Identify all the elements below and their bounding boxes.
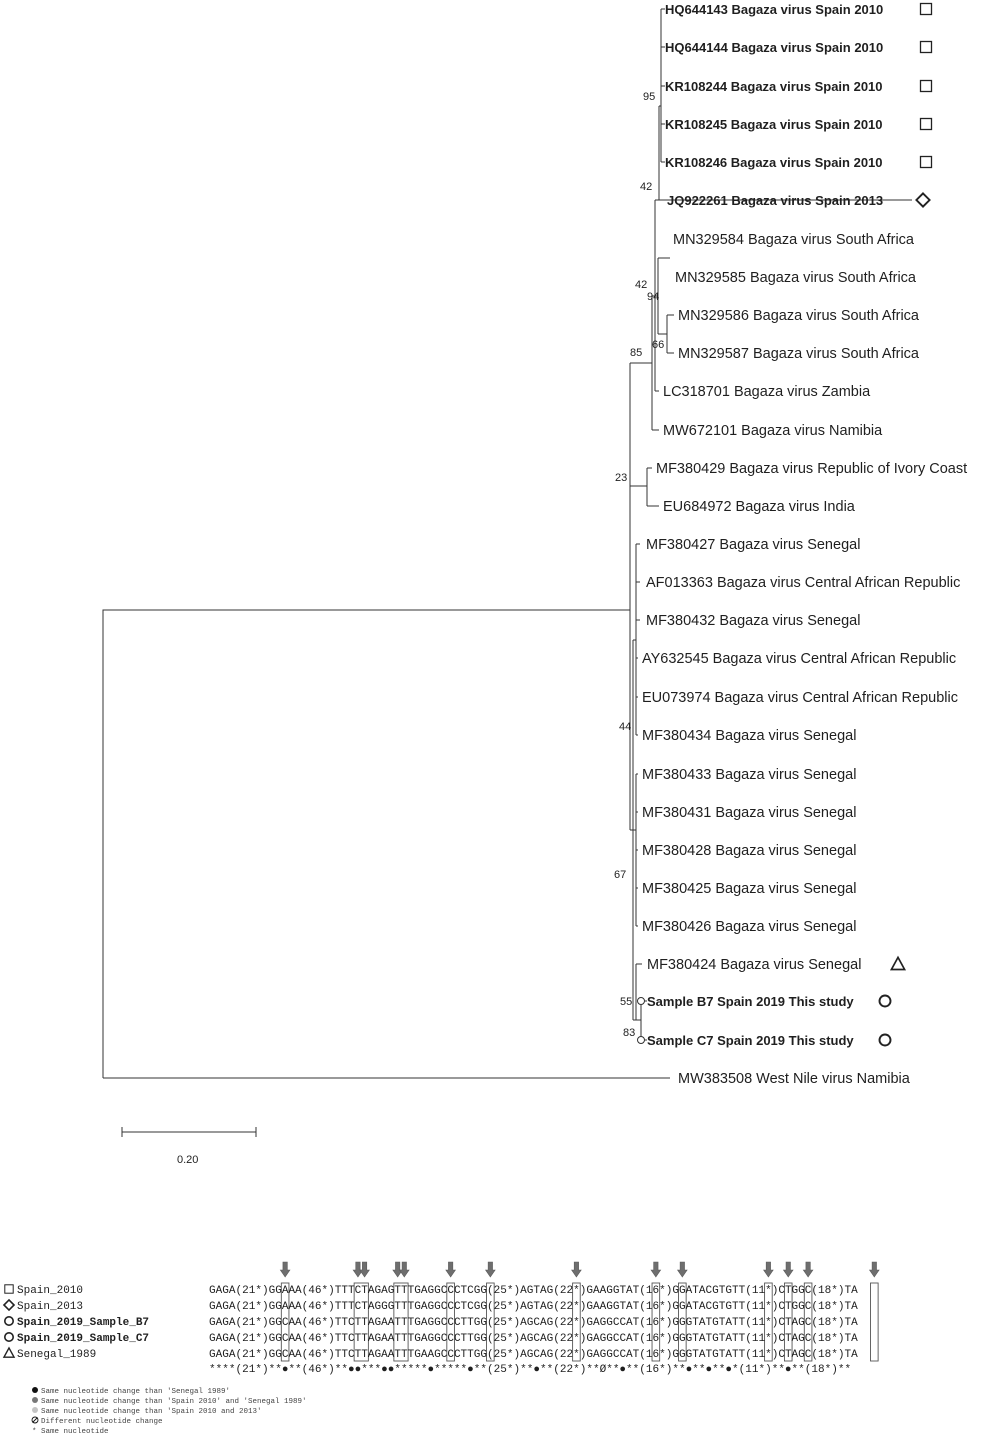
sequence-string: GAGA(21*)GGAAA(46*)TTTCTAGGGTTTGAGGCCCTCGG(25*)AGTAG(22*)GAAGGTAT(16*)GGATACGTGTT(11*)CTGGC(18*)TA xyxy=(209,1301,859,1313)
legend-entry: Same nucleotide change than 'Spain 2010' and 'Senegal 1989' xyxy=(41,1398,307,1406)
leaf-label: HQ644143 Bagaza virus Spain 2010 xyxy=(665,2,884,17)
down-arrow-icon xyxy=(399,1262,409,1277)
consensus-line: ****(21*)**●**(46*)**●●***●●*****●*****●**(25*)**●**(22*)**Ø**●**(16*)**●**●**●*(11*)**●**(18*)** xyxy=(209,1364,852,1376)
variable-site-arrows xyxy=(280,1262,879,1277)
circle-marker-icon xyxy=(880,1035,891,1046)
down-arrow-icon xyxy=(353,1262,363,1277)
down-arrow-icon xyxy=(764,1262,774,1277)
circle-marker-icon xyxy=(880,996,891,1007)
legend-dot-icon xyxy=(32,1407,38,1413)
bootstrap-value: 44 xyxy=(619,721,632,733)
down-arrow-icon xyxy=(280,1262,290,1277)
leaf-label: MF380432 Bagaza virus Senegal xyxy=(646,613,861,629)
diamond-marker-icon xyxy=(4,1300,14,1310)
sequence-string: GAGA(21*)GGAAA(46*)TTTCTAGAGTTTGAGGCCCTCGG(25*)AGTAG(22*)GAAGGTAT(16*)GGATACGTGTT(11*)CTGGC(18*)TA xyxy=(209,1285,859,1297)
diamond-marker-icon xyxy=(916,193,929,206)
leaf-label: Sample B7 Spain 2019 This study xyxy=(647,994,854,1009)
sequence-string: GAGA(21*)GGCAA(46*)TTCTTAGAATTTGAAGCCCTTGG(25*)AGCAG(22*)GAGGCCAT(16*)GGGTATGTATT(11*)CTAGC(18*)TA xyxy=(209,1349,859,1361)
sequence-name: Spain_2013 xyxy=(17,1301,84,1313)
variable-site-box xyxy=(871,1283,879,1361)
down-arrow-icon xyxy=(803,1262,813,1277)
down-arrow-icon xyxy=(572,1262,582,1277)
leaf-label: MF380427 Bagaza virus Senegal xyxy=(646,537,861,553)
leaf-label: MF380425 Bagaza virus Senegal xyxy=(642,881,857,897)
sequence-string: GAGA(21*)GGCAA(46*)TTCTTAGAATTTGAGGCCCTTGG(25*)AGCAG(22*)GAGGCCAT(16*)GGGTATGTATT(11*)CTAGC(18*)TA xyxy=(209,1333,859,1345)
leaf-label: LC318701 Bagaza virus Zambia xyxy=(663,384,871,400)
leaf-label: JQ922261 Bagaza virus Spain 2013 xyxy=(667,193,884,208)
square-marker-icon xyxy=(5,1285,13,1293)
legend-dot-icon xyxy=(32,1387,38,1393)
bootstrap-value: 95 xyxy=(643,91,656,103)
leaf-labels xyxy=(642,2,967,1087)
legend-entry: Same nucleotide xyxy=(41,1428,109,1436)
triangle-marker-icon xyxy=(4,1348,14,1357)
leaf-label: MW383508 West Nile virus Namibia xyxy=(678,1071,910,1087)
leaf-label: AY632545 Bagaza virus Central African Republic xyxy=(642,651,957,667)
leaf-label: MN329587 Bagaza virus South Africa xyxy=(678,346,919,362)
bootstrap-value: 42 xyxy=(635,279,648,291)
square-marker-icon xyxy=(921,119,932,130)
down-arrow-icon xyxy=(678,1262,688,1277)
leaf-label: MF380433 Bagaza virus Senegal xyxy=(642,767,857,783)
down-arrow-icon xyxy=(486,1262,496,1277)
bootstrap-value: 85 xyxy=(630,347,643,359)
sequence-string: GAGA(21*)GGCAA(46*)TTCTTAGAATTTGAGGCCCTTGG(25*)AGCAG(22*)GAGGCCAT(16*)GGGTATGTATT(11*)CTAGC(18*)TA xyxy=(209,1317,859,1329)
bootstrap-value: 55 xyxy=(620,996,633,1008)
leaf-label: MF380431 Bagaza virus Senegal xyxy=(642,805,857,821)
legend-entry: Different nucleotide change xyxy=(41,1418,163,1426)
leaf-label: MF380424 Bagaza virus Senegal xyxy=(647,957,862,973)
leaf-label: MF380434 Bagaza virus Senegal xyxy=(642,728,857,744)
leaf-label: MF380429 Bagaza virus Republic of Ivory Coast xyxy=(656,461,968,477)
bootstrap-value: 83 xyxy=(623,1027,636,1039)
square-marker-icon xyxy=(921,157,932,168)
legend-entry: Same nucleotide change than 'Spain 2010 and 2013' xyxy=(41,1408,262,1416)
sequence-name: Spain_2019_Sample_B7 xyxy=(17,1317,150,1329)
down-arrow-icon xyxy=(870,1262,880,1277)
sequence-name: Senegal_1989 xyxy=(17,1349,97,1361)
square-marker-icon xyxy=(921,81,932,92)
legend-dot-icon xyxy=(32,1397,38,1403)
star-icon: * xyxy=(32,1428,37,1436)
bootstrap-value: 42 xyxy=(640,181,653,193)
sequence-alignment xyxy=(4,1262,879,1436)
triangle-marker-icon xyxy=(891,957,904,969)
circle-marker-icon xyxy=(5,1333,13,1341)
leaf-label: KR108244 Bagaza virus Spain 2010 xyxy=(665,79,883,94)
down-arrow-icon xyxy=(446,1262,456,1277)
leaf-label: MN329586 Bagaza virus South Africa xyxy=(678,308,919,324)
alignment-legend xyxy=(32,1387,307,1436)
scale-bar xyxy=(122,1127,256,1137)
leaf-label: KR108246 Bagaza virus Spain 2010 xyxy=(665,155,883,170)
leaf-label: MF380426 Bagaza virus Senegal xyxy=(642,919,857,935)
square-marker-icon xyxy=(921,42,932,53)
leaf-label: Sample C7 Spain 2019 This study xyxy=(647,1033,854,1048)
leaf-label: EU684972 Bagaza virus India xyxy=(663,499,855,515)
down-arrow-icon xyxy=(360,1262,370,1277)
down-arrow-icon xyxy=(651,1262,661,1277)
leaf-label: HQ644144 Bagaza virus Spain 2010 xyxy=(665,40,884,55)
leaf-markers xyxy=(880,4,932,1046)
leaf-label: MF380428 Bagaza virus Senegal xyxy=(642,843,857,859)
leaf-label: MN329585 Bagaza virus South Africa xyxy=(675,270,916,286)
square-marker-icon xyxy=(921,4,932,15)
bootstrap-value: 94 xyxy=(647,291,660,303)
down-arrow-icon xyxy=(783,1262,793,1277)
leaf-label: MN329584 Bagaza virus South Africa xyxy=(673,232,914,248)
leaf-label: AF013363 Bagaza virus Central African Republic xyxy=(646,575,961,591)
circle-marker-icon xyxy=(5,1317,13,1325)
bootstrap-value: 23 xyxy=(615,472,628,484)
leaf-label: KR108245 Bagaza virus Spain 2010 xyxy=(665,117,883,132)
down-arrow-icon xyxy=(393,1262,403,1277)
leaf-label: MW672101 Bagaza virus Namibia xyxy=(663,423,883,439)
bootstrap-value: 66 xyxy=(652,339,665,351)
legend-entry: Same nucleotide change than 'Senegal 1989' xyxy=(41,1388,231,1396)
scale-bar-label: 0.20 xyxy=(177,1154,199,1166)
sequence-name: Spain_2019_Sample_C7 xyxy=(17,1333,150,1345)
bootstrap-value: 67 xyxy=(614,869,627,881)
sequence-name: Spain_2010 xyxy=(17,1285,84,1297)
leaf-label: EU073974 Bagaza virus Central African Republic xyxy=(642,690,958,706)
